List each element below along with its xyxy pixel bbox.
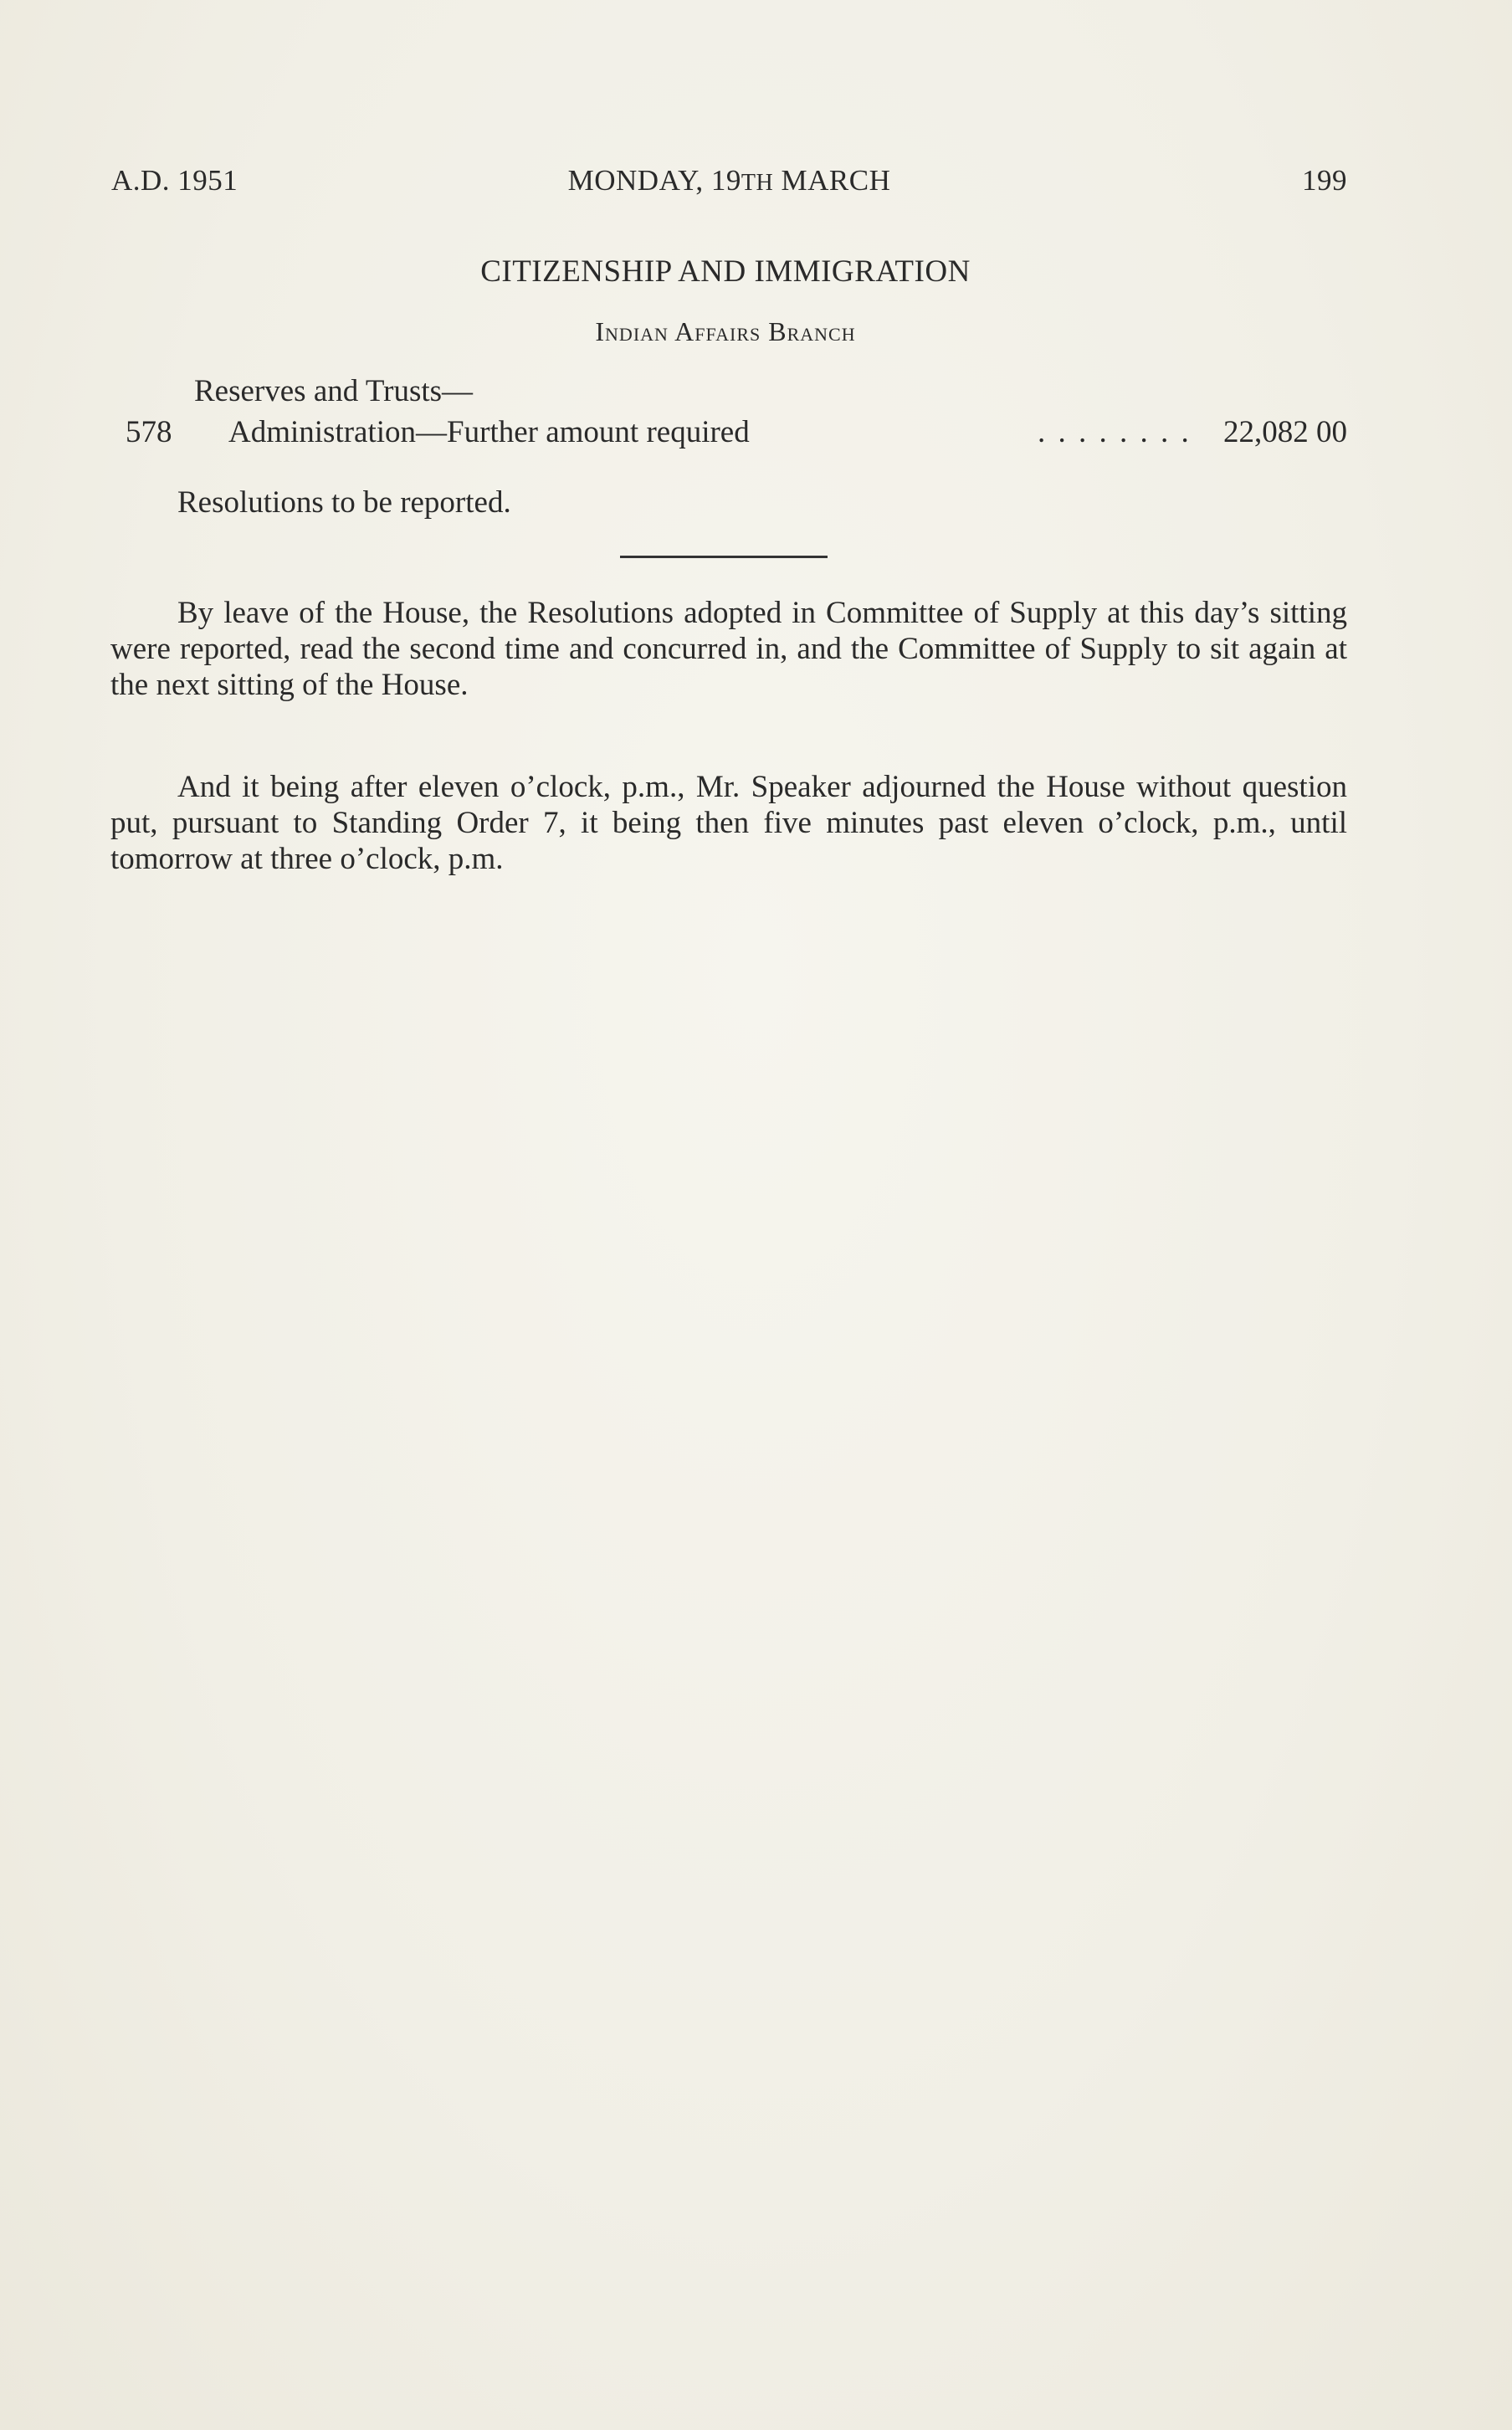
vote-row	[126, 414, 1347, 453]
running-head-date	[111, 164, 1347, 197]
running-head	[111, 164, 1347, 201]
running-head-date-ordinal: TH	[741, 170, 774, 196]
running-head-date-month: MARCH	[773, 164, 891, 197]
section-subtitle: Indian Affairs Branch	[595, 316, 856, 346]
vote-amount: 22,082 00	[1223, 415, 1347, 449]
section-heading: Reserves and Trusts—	[194, 374, 474, 408]
section-divider	[620, 556, 828, 558]
running-head-year: A.D. 1951	[111, 164, 238, 197]
resolutions-line: Resolutions to be reported.	[177, 485, 511, 520]
vote-description: Administration—Further amount required	[228, 415, 750, 449]
running-head-date-day: MONDAY, 19	[567, 164, 741, 197]
vote-number: 578	[126, 415, 172, 449]
vote-leaders: . . . . . . . .	[1038, 415, 1192, 449]
paragraph-adjournment: And it being after eleven o’clock, p.m., Mr. Speaker adjourned the House without question put, pursuant to Standing Order 7, it being then five minutes past eleven o’clock, p.m., until tomorrow at three o’clock, p.m.	[110, 770, 1347, 876]
page-number: 199	[1302, 164, 1347, 197]
section-title: CITIZENSHIP AND IMMIGRATION	[480, 254, 971, 289]
paragraph-supply-report: By leave of the House, the Resolutions adopted in Committee of Supply at this day’s sitting were reported, read the second time and concurred in, and the Committee of Supply to sit again at the next sitting of the House.	[110, 596, 1347, 702]
